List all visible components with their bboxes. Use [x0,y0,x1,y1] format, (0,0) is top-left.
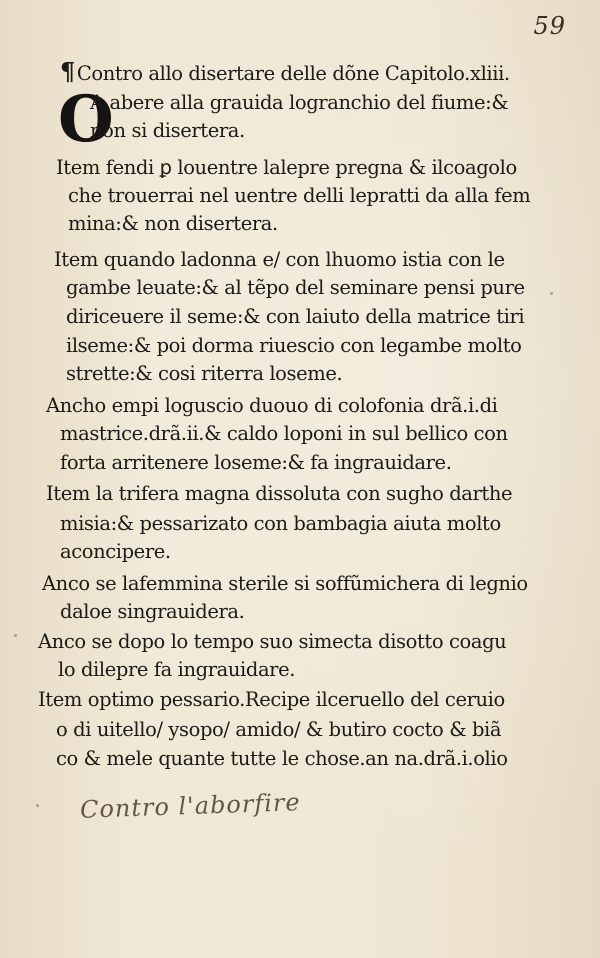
ink-speck [550,292,553,295]
text-line-21: lo dilepre fa ingrauidare. [58,658,296,681]
text-line-24: co & mele quante tutte le chose.an na.drã.i.olio [56,747,508,770]
handwritten-annotation: Contro l'aborfire [79,788,301,824]
text-line-3: non si disertera. [90,119,245,142]
drop-capital: O [58,82,114,157]
text-line-2: A abere alla grauida logranchio del fiume:& [90,91,509,114]
text-line-18: Anco se lafemmina sterile si soffũmichera di legnio [42,572,528,595]
text-line-8: gambe leuate:& al tẽpo del seminare pensi pure [66,276,525,299]
text-line-16: misia:& pessarizato con bambagia aiuta molto [60,512,501,535]
text-line-1 [60,57,510,86]
text-line-6: mina:& non disertera. [68,212,278,235]
text-line-10: ilseme:& poi dorma riuescio con legambe molto [66,334,522,357]
ink-speck [14,634,17,637]
text-line-5: che trouerrai nel uentre delli lepratti da alla fem [68,184,531,207]
text-line-23: o di uitello/ ysopo/ amido/ & butiro cocto & biã [56,718,502,741]
text-line-22: Item optimo pessario.Recipe ilceruello del ceruio [38,688,505,711]
pilcrow-icon: ¶ [60,57,75,86]
chapter-heading: Contro allo disertare delle dõne Capitolo.xliii. [76,62,510,85]
folio-number: 59 [533,12,566,40]
text-line-11: strette:& cosi riterra loseme. [66,362,343,385]
text-line-15: Item la trifera magna dissoluta con sugho darthe [46,482,513,505]
text-line-7: Item quando ladonna e/ con lhuomo istia con le [54,248,505,271]
text-line-19: daloe singrauidera. [60,600,245,623]
text-line-13: mastrice.drã.ii.& caldo loponi in sul bellico con [60,422,508,445]
text-line-20: Anco se dopo lo tempo suo simecta disotto coagu [38,630,507,653]
text-line-12: Ancho empi loguscio duouo di colofonia drã.i.di [46,394,498,417]
text-line-9: diriceuere il seme:& con laiuto della matrice tiri [66,305,525,328]
text-line-17: aconcipere. [60,540,171,563]
text-line-14: forta arritenere loseme:& fa ingrauidare. [60,451,452,474]
text-line-4: Item fendi ꝑ louentre lalepre pregna & ilcoagolo [56,156,517,179]
ink-speck [36,804,39,807]
